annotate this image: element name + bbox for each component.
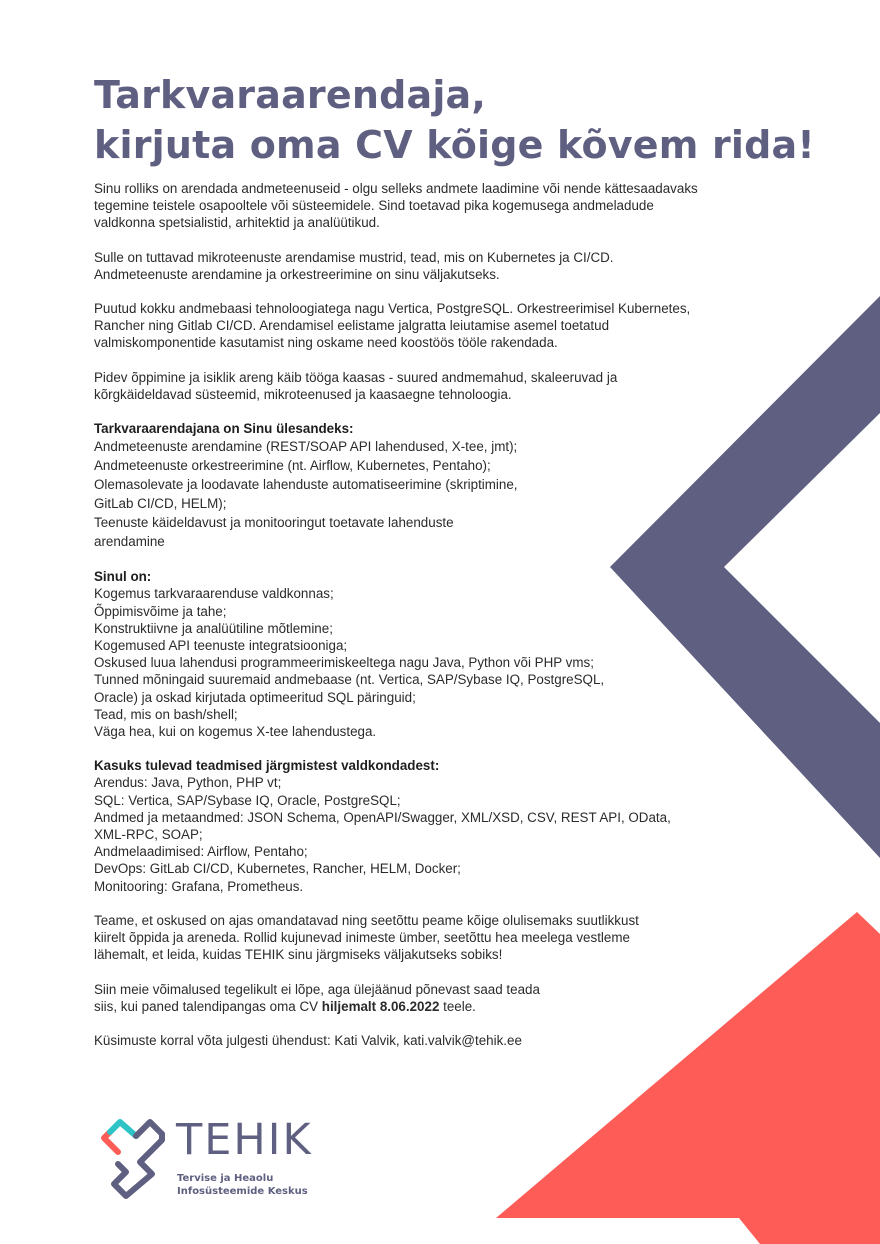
list-item: Arendus: Java, Python, PHP vt; [94,775,282,791]
list-item: Tunned mõningaid suuremaid andmebaase (nt. Vertica, SAP/Sybase IQ, PostgreSQL, [94,672,605,688]
closing-paragraph [94,981,754,1015]
text-line: Sinu rolliks on arendada andmeteenuseid - olgu selleks andmete laadimine või nende kättesaadavaks [94,181,698,196]
list-item: Väga hea, kui on kogemus X-tee lahendustega. [94,724,377,740]
team-paragraph [94,912,754,964]
list-item: Andmelaadimised: Airflow, Pentaho; [94,844,308,860]
intro-paragraph-3 [94,300,754,352]
deadline-text: hiljemalt 8.06.2022 [321,998,440,1014]
list-item: Andmeteenuste arendamine (REST/SOAP API lahendused, X-tee, jmt); [94,439,518,455]
text-line: Andmeteenuste arendamine ja orkestreerimine on sinu väljakutseks. [94,266,500,282]
text-line: valdkonna spetsialistid, arhitektid ja analüütikud. [94,215,380,231]
text-line: Teame, et oskused on ajas omandatavad ning seetõttu peame kõige olulisemaks suutlikkust [94,912,639,928]
list-item: Andmed ja metaandmed: JSON Schema, OpenAPI/Swagger, XML/XSD, CSV, REST API, OData, [94,809,671,825]
list-item: Kogemused API teenuste integratsiooniga; [94,638,348,654]
text-line: Puutud kokku andmebaasi tehnoloogiatega nagu Vertica, PostgreSQL. Orkestreerimisel Kubernetes, [94,301,691,317]
text-line [94,998,754,1015]
title-line-1: Tarkvaraarendaja, [94,73,487,117]
tasks-heading: Tarkvaraarendajana on Sinu ülesandeks: [94,421,354,437]
requirements-heading: Sinul on: [94,569,152,585]
text-line: Sulle on tuttavad mikroteenuste arendamise mustrid, tead, mis on Kubernetes ja CI/CD. [94,249,614,265]
closing-text-end: teele. [439,998,476,1014]
title-line-2: kirjuta oma CV kõige kõvem rida! [94,123,815,167]
logo-subtitle-line-1: Tervise ja Heaolu [177,1173,274,1184]
contact-paragraph: Küsimuste korral võta julgesti ühendust: Kati Valvik, kati.valvik@tehik.ee [94,1032,522,1048]
requirements-list [94,585,754,740]
list-item: SQL: Vertica, SAP/Sybase IQ, Oracle, PostgreSQL; [94,792,401,808]
list-item: Andmeteenuste orkestreerimine (nt. Airflow, Kubernetes, Pentaho); [94,458,491,474]
list-item: Tead, mis on bash/shell; [94,706,238,722]
list-item: Olemasolevate ja loodavate lahenduste automatiseerimine (skriptimine, [94,477,518,493]
logo-subtitle-line-2: Infosüsteemide Keskus [177,1186,308,1197]
useful-knowledge-heading: Kasuks tulevad teadmised järgmistest valdkondadest: [94,758,440,774]
text-line: kõrgkäideldavad süsteemid, mikroteenused ja kaasaegne tehnoloogia. [94,386,512,402]
list-item: Konstruktiivne ja analüütiline mõtlemine; [94,620,333,636]
list-item: Kogemus tarkvaraarenduse valdkonnas; [94,586,334,602]
intro-paragraph-1 [94,180,754,232]
intro-paragraph-2 [94,249,754,283]
closing-text: siis, kui paned talendipangas oma CV [94,998,322,1014]
list-item: arendamine [94,534,165,550]
text-line: Rancher ning Gitlab CI/CD. Arendamisel eelistame jalgratta leiutamise asemel toetatud [94,318,610,334]
logo-subtitle [177,1172,308,1198]
text-line: Pidev õppimine ja isiklik areng käib tööga kaasas - suured andmemahud, skaleeruvad ja [94,369,618,385]
tasks-list [94,437,754,551]
text-line: lähemalt, et leida, kuidas TEHIK sinu järgmiseks väljakutseks sobiks! [94,947,503,963]
list-item: Monitooring: Grafana, Prometheus. [94,878,304,894]
text-line: Siin meie võimalused tegelikult ei lõpe, aga ülejäänud põnevast saad teada [94,981,540,997]
list-item: DevOps: GitLab CI/CD, Kubernetes, Rancher, HELM, Docker; [94,861,461,877]
list-item: Õppimisvõime ja tahe; [94,603,227,619]
list-item: XML-RPC, SOAP; [94,827,203,843]
text-line: valmiskomponentide kasutamist ning oskame need koostöös tööle rakendada. [94,335,558,351]
job-description [94,180,754,1066]
heart-logo-icon [100,1110,172,1202]
list-item: GitLab CI/CD, HELM); [94,496,227,512]
intro-paragraph-4 [94,369,754,403]
text-line: kiirelt õppida ja areneda. Rollid kujunevad inimeste ümber, seetõttu hea meelega vestleme [94,930,630,946]
useful-knowledge-list [94,774,754,894]
list-item: Teenuste käideldavust ja monitooringut toetavate lahenduste [94,515,454,531]
text-line: tegemine teistele osapooltele või süsteemidele. Sind toetavad pika kogemusega andmeladude [94,198,654,214]
logo-wordmark: TEHIK [176,1115,313,1165]
tehik-logo [100,1110,350,1210]
page-title [94,70,815,170]
list-item: Oracle) ja oskad kirjutada optimeeritud SQL päringuid; [94,689,416,705]
list-item: Oskused luua lahendusi programmeerimiskeeltega nagu Java, Python või PHP vms; [94,655,594,671]
